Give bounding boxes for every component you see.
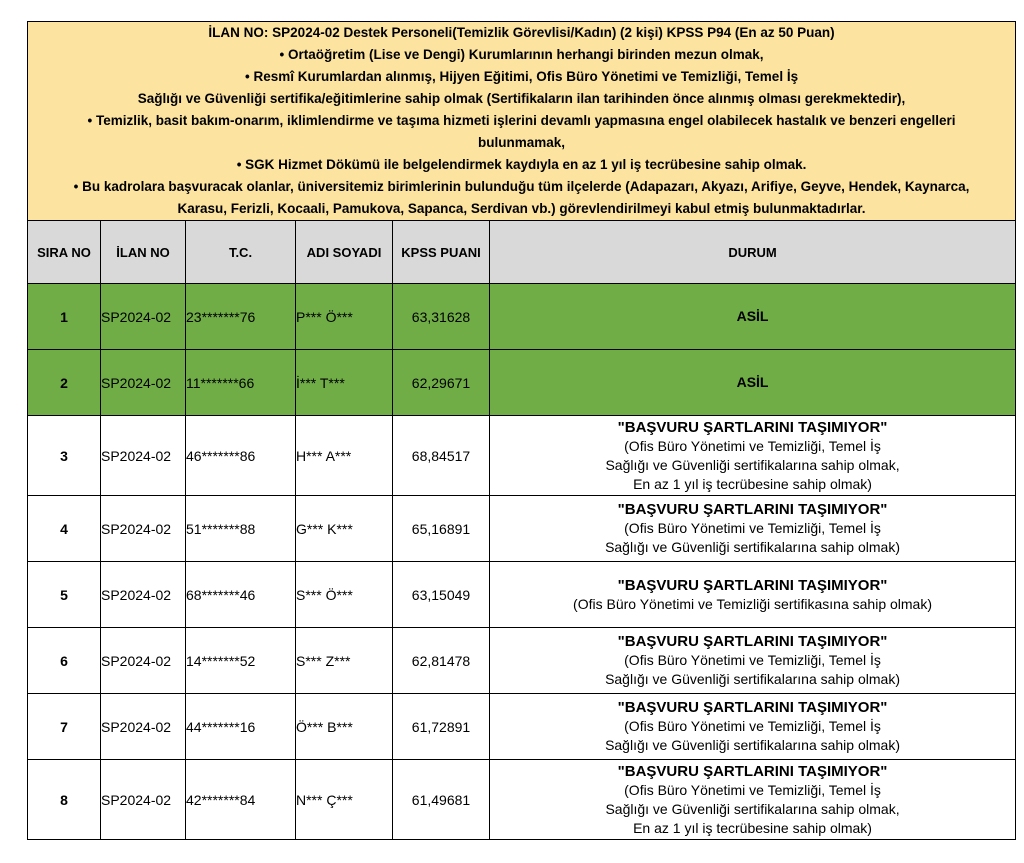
row-tc: 51*******88 [186,496,296,562]
col-sira-no: SIRA NO [28,221,101,284]
table-row [28,562,1016,628]
row-number: 6 [28,628,101,694]
header-line: • Resmî Kurumlardan alınmış, Hijyen Eğitimi, Ofis Büro Yönetimi ve Temizliği, Temel İş [244,69,799,84]
row-number: 8 [28,760,101,840]
status-detail: En az 1 yıl iş tecrübesine sahip olmak) [633,819,872,836]
header-title: İLAN NO: SP2024-02 Destek Personeli(Temizlik Görevlisi/Kadın) (2 kişi) KPSS P94 (En az 50 Puan) [208,25,835,40]
status-detail: (Ofis Büro Yönetimi ve Temizliği, Temel İş [624,652,881,668]
announcement-header-row [28,22,1016,221]
table-row [28,496,1016,562]
row-number: 4 [28,496,101,562]
status-detail: Sağlığı ve Güvenliği sertifikalarına sahip olmak) [605,539,900,555]
row-status [490,760,1016,840]
row-tc: 44*******16 [186,694,296,760]
col-durum: DURUM [490,221,1016,284]
row-ilan-no: SP2024-02 [101,760,186,840]
row-name: G*** K*** [296,496,393,562]
status-detail: Sağlığı ve Güvenliği sertifikalarına sahip olmak) [605,737,900,753]
announcement-header [28,22,1016,221]
row-kpss: 65,16891 [393,496,490,562]
row-ilan-no: SP2024-02 [101,562,186,628]
status-title: ASİL [736,374,769,390]
header-line: Karasu, Ferizli, Kocaali, Pamukova, Sapanca, Serdivan vb.) görevlendirilmeyi kabul etmiş bulunmaktadırlar. [177,201,866,216]
row-ilan-no: SP2024-02 [101,416,186,496]
status-title: "BAŞVURU ŞARTLARINI TAŞIMIYOR" [617,418,888,436]
row-ilan-no: SP2024-02 [101,496,186,562]
row-name: N*** Ç*** [296,760,393,840]
row-number: 5 [28,562,101,628]
status-title: "BAŞVURU ŞARTLARINI TAŞIMIYOR" [617,501,888,518]
header-line: • Bu kadrolara başvuracak olanlar, üniversitemiz birimlerinin bulunduğu tüm ilçelerde (Adapazarı, Akyazı, Arifiye, Geyve, Hendek, Kaynarca, [73,179,970,194]
row-name: P*** Ö*** [296,284,393,350]
header-line: Sağlığı ve Güvenliği sertifika/eğitimlerine sahip olmak (Sertifikaların ilan tarihinden önce alınmış olması gerekmektedir), [137,91,906,106]
row-tc: 11*******66 [186,350,296,416]
row-kpss: 63,15049 [393,562,490,628]
row-status [490,694,1016,760]
row-name: Ö*** B*** [296,694,393,760]
header-line: • Temizlik, basit bakım-onarım, iklimlendirme ve taşıma hizmeti işlerini devamlı yapmasına engel olabilecek hastalık ve benzeri engelleri [87,113,956,128]
row-tc: 42*******84 [186,760,296,840]
row-number: 3 [28,416,101,496]
status-detail: (Ofis Büro Yönetimi ve Temizliği, Temel İş [624,520,881,536]
table-row [28,284,1016,350]
col-adi-soyadi: ADI SOYADI [296,221,393,284]
row-number: 2 [28,350,101,416]
row-kpss: 62,29671 [393,350,490,416]
status-detail: Sağlığı ve Güvenliği sertifikalarına sahip olmak, [605,456,900,473]
table-row [28,760,1016,840]
status-detail: Sağlığı ve Güvenliği sertifikalarına sahip olmak, [605,800,900,817]
row-ilan-no: SP2024-02 [101,284,186,350]
table-row [28,694,1016,760]
row-ilan-no: SP2024-02 [101,628,186,694]
row-ilan-no: SP2024-02 [101,350,186,416]
row-kpss: 61,49681 [393,760,490,840]
row-kpss: 63,31628 [393,284,490,350]
col-kpss-puani: KPSS PUANI [393,221,490,284]
status-detail: (Ofis Büro Yönetimi ve Temizliği sertifikasına sahip olmak) [573,595,932,612]
row-tc: 46*******86 [186,416,296,496]
row-status [490,350,1016,416]
status-title: "BAŞVURU ŞARTLARINI TAŞIMIYOR" [617,633,888,650]
row-status [490,628,1016,694]
status-detail: Sağlığı ve Güvenliği sertifikalarına sahip olmak) [605,671,900,687]
status-title: "BAŞVURU ŞARTLARINI TAŞIMIYOR" [617,699,888,716]
header-line: • Ortaöğretim (Lise ve Dengi) Kurumlarının herhangi birinden mezun olmak, [279,47,764,62]
column-header-row [28,221,1016,284]
row-status [490,562,1016,628]
row-tc: 23*******76 [186,284,296,350]
row-name: S*** Z*** [296,628,393,694]
table-body [28,284,1016,840]
header-line: bulunmamak, [478,135,566,150]
table-row [28,350,1016,416]
row-name: İ*** T*** [296,350,393,416]
row-status [490,496,1016,562]
results-table [27,21,1016,840]
col-ilan-no: İLAN NO [101,221,186,284]
row-tc: 14*******52 [186,628,296,694]
status-detail: (Ofis Büro Yönetimi ve Temizliği, Temel İş [624,437,881,454]
status-title: "BAŞVURU ŞARTLARINI TAŞIMIYOR" [617,576,888,594]
row-status [490,284,1016,350]
header-line: • SGK Hizmet Dökümü ile belgelendirmek kaydıyla en az 1 yıl iş tecrübesine sahip olmak. [236,157,807,172]
row-number: 7 [28,694,101,760]
col-tc: T.C. [186,221,296,284]
row-status [490,416,1016,496]
row-kpss: 62,81478 [393,628,490,694]
status-detail: (Ofis Büro Yönetimi ve Temizliği, Temel İş [624,781,881,798]
status-title: "BAŞVURU ŞARTLARINI TAŞIMIYOR" [617,762,888,780]
row-tc: 68*******46 [186,562,296,628]
table-row [28,628,1016,694]
table-row [28,416,1016,496]
row-kpss: 61,72891 [393,694,490,760]
row-name: S*** Ö*** [296,562,393,628]
row-number: 1 [28,284,101,350]
row-name: H*** A*** [296,416,393,496]
status-title: ASİL [736,308,769,324]
status-detail: (Ofis Büro Yönetimi ve Temizliği, Temel İş [624,718,881,734]
status-detail: En az 1 yıl iş tecrübesine sahip olmak) [633,475,872,492]
row-ilan-no: SP2024-02 [101,694,186,760]
row-kpss: 68,84517 [393,416,490,496]
